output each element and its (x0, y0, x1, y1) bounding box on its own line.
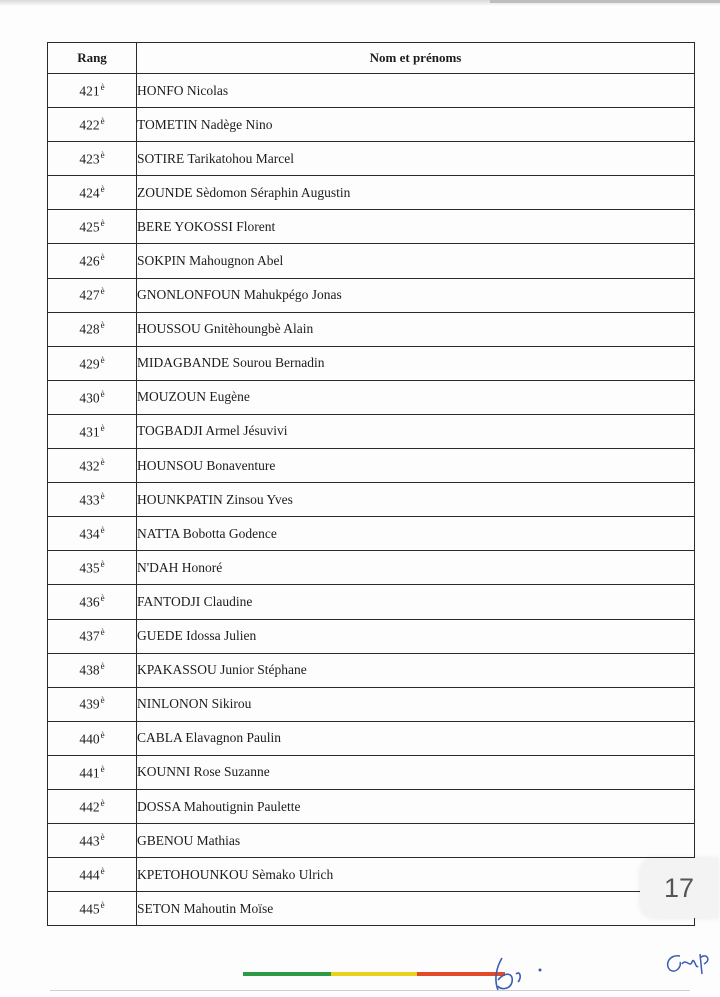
rank-cell (48, 142, 137, 176)
table-row (48, 653, 695, 687)
results-table-body (48, 74, 695, 926)
rank-suffix: è (100, 661, 105, 672)
name-cell: NINLONON Sikirou (137, 687, 695, 721)
rank-suffix: è (100, 252, 105, 263)
rank-cell (48, 892, 137, 926)
rank-number: 442 (79, 799, 100, 815)
rank-cell (48, 858, 137, 892)
rank-number: 443 (79, 833, 100, 849)
footer-rule (50, 990, 690, 991)
table-row (48, 176, 695, 210)
table-row (48, 687, 695, 721)
name-cell: TOGBADJI Armel Jésuvivi (137, 414, 695, 448)
rank-suffix: è (100, 627, 105, 638)
name-cell: ZOUNDE Sèdomon Séraphin Augustin (137, 176, 695, 210)
name-cell: DOSSA Mahoutignin Paulette (137, 789, 695, 823)
rank-number: 436 (79, 594, 100, 610)
name-cell: BERE YOKOSSI Florent (137, 210, 695, 244)
rank-number: 433 (79, 492, 100, 508)
rank-suffix: è (100, 320, 105, 331)
rank-suffix: è (100, 149, 105, 160)
name-cell: TOMETIN Nadège Nino (137, 108, 695, 142)
name-cell: HONFO Nicolas (137, 74, 695, 108)
rank-cell (48, 244, 137, 278)
rank-suffix: è (100, 115, 105, 126)
rank-number: 445 (79, 901, 100, 917)
name-cell: SETON Mahoutin Moïse (137, 892, 695, 926)
rank-cell (48, 414, 137, 448)
table-row (48, 483, 695, 517)
table-row (48, 312, 695, 346)
name-cell: FANTODJI Claudine (137, 585, 695, 619)
table-row (48, 278, 695, 312)
rank-number: 441 (79, 765, 100, 781)
table-row (48, 824, 695, 858)
name-cell: KPAKASSOU Junior Stéphane (137, 653, 695, 687)
results-table (47, 42, 695, 926)
table-row (48, 721, 695, 755)
name-cell: GNONLONFOUN Mahukpégo Jonas (137, 278, 695, 312)
table-row (48, 551, 695, 585)
rank-suffix: è (100, 695, 105, 706)
name-cell: MIDAGBANDE Sourou Bernadin (137, 346, 695, 380)
name-cell: CABLA Elavagnon Paulin (137, 721, 695, 755)
rank-suffix: è (100, 218, 105, 229)
rank-cell (48, 721, 137, 755)
rank-suffix: è (100, 184, 105, 195)
table-row (48, 380, 695, 414)
flag-stripe-yellow (331, 972, 417, 976)
rank-cell (48, 517, 137, 551)
rank-number: 423 (79, 151, 100, 167)
table-row (48, 449, 695, 483)
rank-suffix: è (100, 559, 105, 570)
table-row (48, 619, 695, 653)
rank-suffix: è (100, 831, 105, 842)
name-cell: NATTA Bobotta Godence (137, 517, 695, 551)
rank-suffix: è (100, 286, 105, 297)
rank-cell (48, 687, 137, 721)
table-row (48, 74, 695, 108)
page-top-edge (0, 0, 720, 6)
rank-cell (48, 176, 137, 210)
rank-number: 437 (79, 628, 100, 644)
rank-cell (48, 824, 137, 858)
name-cell: KPETOHOUNKOU Sèmako Ulrich (137, 858, 695, 892)
name-cell: HOUNSOU Bonaventure (137, 449, 695, 483)
name-column-header: Nom et prénoms (137, 43, 695, 74)
rank-cell (48, 755, 137, 789)
rank-cell (48, 108, 137, 142)
rank-cell (48, 312, 137, 346)
rank-number: 429 (79, 356, 100, 372)
rank-suffix: è (100, 593, 105, 604)
rank-number: 421 (79, 83, 100, 99)
rank-number: 428 (79, 321, 100, 337)
name-cell: MOUZOUN Eugène (137, 380, 695, 414)
flag-stripe-green (243, 972, 331, 976)
name-cell: HOUNKPATIN Zinsou Yves (137, 483, 695, 517)
rank-number: 439 (79, 696, 100, 712)
rank-suffix: è (100, 490, 105, 501)
rank-number: 435 (79, 560, 100, 576)
handwritten-initials (488, 950, 548, 995)
rank-suffix: è (100, 797, 105, 808)
rank-cell (48, 380, 137, 414)
table-row (48, 585, 695, 619)
rank-suffix: è (100, 81, 105, 92)
rank-cell (48, 483, 137, 517)
rank-number: 444 (79, 867, 100, 883)
rank-suffix: è (100, 729, 105, 740)
handwritten-signature (660, 946, 716, 982)
table-row (48, 755, 695, 789)
name-cell: KOUNNI Rose Suzanne (137, 755, 695, 789)
table-header-row (48, 43, 695, 74)
rank-cell (48, 789, 137, 823)
rank-cell (48, 278, 137, 312)
table-row (48, 414, 695, 448)
rank-number: 427 (79, 287, 100, 303)
rank-cell (48, 346, 137, 380)
rank-number: 438 (79, 662, 100, 678)
rank-cell (48, 585, 137, 619)
table-row (48, 346, 695, 380)
table-row (48, 892, 695, 926)
name-cell: GBENOU Mathias (137, 824, 695, 858)
table-row (48, 244, 695, 278)
rank-suffix: è (100, 865, 105, 876)
name-cell: N'DAH Honoré (137, 551, 695, 585)
table-row (48, 210, 695, 244)
rank-suffix: è (100, 900, 105, 911)
rank-number: 440 (79, 731, 100, 747)
rank-number: 434 (79, 526, 100, 542)
rank-suffix: è (100, 763, 105, 774)
rank-number: 432 (79, 458, 100, 474)
rank-suffix: è (100, 525, 105, 536)
rank-number: 422 (79, 117, 100, 133)
table-row (48, 142, 695, 176)
rank-number: 425 (79, 219, 100, 235)
rank-cell (48, 74, 137, 108)
name-cell: SOTIRE Tarikatohou Marcel (137, 142, 695, 176)
rank-cell (48, 619, 137, 653)
rank-cell (48, 551, 137, 585)
rank-number: 430 (79, 390, 100, 406)
page-number-badge: 17 (640, 858, 718, 918)
rank-cell (48, 210, 137, 244)
table-row (48, 517, 695, 551)
table-row (48, 789, 695, 823)
rank-suffix: è (100, 422, 105, 433)
rank-number: 426 (79, 253, 100, 269)
rank-suffix: è (100, 388, 105, 399)
rank-suffix: è (100, 354, 105, 365)
rank-number: 424 (79, 185, 100, 201)
table-row (48, 108, 695, 142)
rank-cell (48, 449, 137, 483)
table-row (48, 858, 695, 892)
rank-suffix: è (100, 456, 105, 467)
rank-number: 431 (79, 424, 100, 440)
name-cell: HOUSSOU Gnitèhoungbè Alain (137, 312, 695, 346)
name-cell: GUEDE Idossa Julien (137, 619, 695, 653)
rank-cell (48, 653, 137, 687)
rank-column-header: Rang (48, 43, 137, 74)
name-cell: SOKPIN Mahougnon Abel (137, 244, 695, 278)
